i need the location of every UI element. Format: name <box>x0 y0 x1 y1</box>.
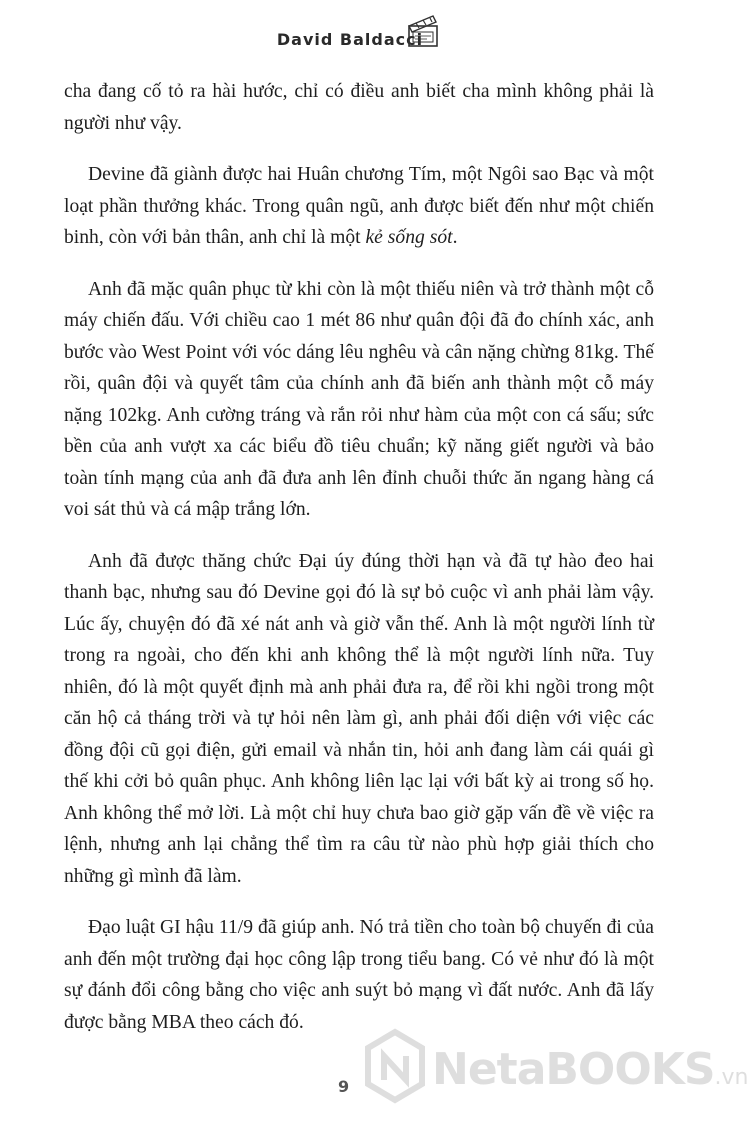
paragraph <box>64 274 654 526</box>
italic-run: kẻ sống sót <box>365 227 453 248</box>
watermark <box>364 1024 749 1114</box>
header-author: David Baldacci <box>276 30 424 49</box>
netabooks-logo-icon <box>364 1028 426 1108</box>
paragraph <box>64 912 654 1038</box>
film-clapper-icon <box>403 14 443 50</box>
text-run: Anh đã mặc quân phục từ khi còn là một thiếu niên và trở thành một cỗ máy chiến đấu. Với chiều cao 1 mét 86 như quân đội đã đo chính xác, anh bước vào West Point với vóc dáng lêu nghêu và cân nặng chừng 81kg. Thế rồi, quân đội và quyết tâm của chính anh đã biến anh thành một cỗ máy nặng 102kg. Anh cường tráng và rắn rỏi như hàm của một con cá sấu; sức bền của anh vượt xa các biểu đồ tiêu chuẩn; kỹ năng giết người và bảo toàn tính mạng của anh đã đưa anh lên đỉnh chuỗi thức ăn ngang hàng cá voi sát thủ và cá mập trắng lớn. <box>64 278 654 520</box>
text-run: . <box>452 227 458 248</box>
watermark-text: NetaBOOKS.vn <box>432 1044 749 1095</box>
paragraph <box>64 159 654 254</box>
paragraph <box>64 546 654 893</box>
chapter-body <box>64 76 654 1058</box>
text-run: Anh đã được thăng chức Đại úy đúng thời hạn và đã tự hào đeo hai thanh bạc, nhưng sau đó Devine gọi đó là sự bỏ cuộc vì anh phải làm vậy. Lúc ấy, chuyện đó đã xé nát anh và giờ vẫn thế. Anh là một người lính từ trong ra ngoài, cho đến khi anh không thể là một người lính nữa. Tuy nhiên, đó là một quyết định mà anh phải đưa ra, để rồi khi ngồi trong một căn hộ cả tháng trời và tự hỏi nên làm gì, anh phải đối diện với việc các đồng đội cũ gọi điện, gửi email và nhắn tin, hỏi anh đang làm cái quái gì thế khi cởi bỏ quân phục. Anh không liên lạc lại với bất kỳ ai trong số họ. Anh không thể mở lời. Là một chỉ huy chưa bao giờ gặp vấn đề về việc ra lệnh, nhưng anh lại chẳng thể tìm ra câu từ nào phù hợp giải thích cho những gì mình đã làm. <box>64 550 654 887</box>
page-number: 9 <box>338 1077 350 1096</box>
text-run: Devine đã giành được hai Huân chương Tím, một Ngôi sao Bạc và một loạt phần thưởng khác. Trong quân ngũ, anh được biết đến như một chiến binh, còn với bản thân, anh chỉ là một <box>64 164 654 248</box>
text-run: Đạo luật GI hậu 11/9 đã giúp anh. Nó trả tiền cho toàn bộ chuyến đi của anh đến một trường đại học công lập trong tiểu bang. Có vẻ như đó là một sự đánh đổi công bằng cho việc anh suýt bỏ mạng vì đất nước. Anh đã lấy được bằng MBA theo cách đó. <box>64 917 654 1033</box>
running-header <box>0 20 700 60</box>
paragraph <box>64 76 654 139</box>
text-run: cha đang cố tỏ ra hài hước, chỉ có điều anh biết cha mình không phải là người như vậy. <box>64 81 654 134</box>
